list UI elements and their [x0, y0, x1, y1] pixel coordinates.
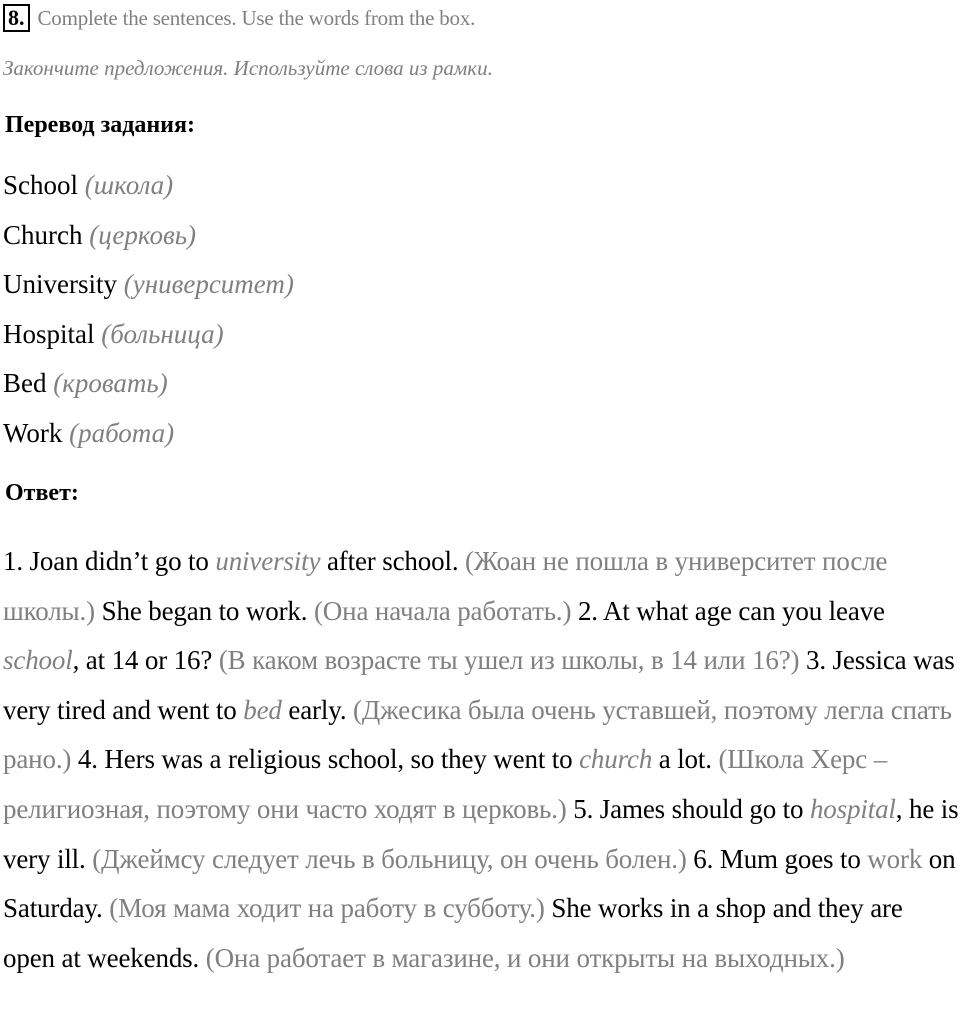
word-item: [3, 165, 294, 215]
word-translation: (университет): [123, 269, 294, 299]
answer-text: , he is very ill.: [3, 793, 959, 874]
word-translation: (работа): [69, 417, 175, 448]
task-instruction-translation: Закончите предложения. Используйте слова из рамки.: [3, 56, 493, 80]
word: Bed: [3, 368, 47, 398]
answer-text: on Saturday.: [3, 843, 956, 924]
word-item: [3, 363, 294, 413]
answer-translation: (В каком возрасте ты ушел из школы, в 14 или 16?): [218, 645, 800, 676]
answer-paragraph: [3, 537, 960, 983]
task-instruction: Complete the sentences. Use the words from the box.: [37, 5, 476, 30]
word: Work: [3, 417, 63, 448]
answer-text: 3. Jessica was very tired and went to: [3, 645, 955, 725]
answer-text: a lot.: [652, 744, 719, 775]
word-translation: (церковь): [89, 219, 196, 250]
answer-word: hospital: [809, 793, 896, 824]
answer-text: She works in a shop and they are open at weekends.: [3, 893, 903, 973]
answer-text: 4. Hers was a religious school, so they went to: [71, 744, 580, 775]
answer-text: after school.: [320, 546, 466, 576]
word: Hospital: [3, 318, 95, 349]
answer-text: 5. James should go to: [566, 793, 810, 824]
task-header: [3, 4, 475, 32]
answer-text: She began to work.: [95, 595, 314, 626]
answer-text: , at 14 or 16?: [72, 645, 219, 676]
answer-heading: Ответ:: [5, 480, 79, 506]
answer-text: early.: [281, 694, 354, 725]
word-translation: (больница): [101, 318, 224, 349]
word: School: [3, 170, 79, 200]
task-number: 8.: [3, 4, 30, 32]
answer-word: church: [579, 744, 653, 775]
answer-translation: (Она начала работать.): [313, 595, 572, 626]
answer-text: 1. Joan didn’t go to: [3, 546, 216, 576]
word-list: [3, 165, 294, 462]
answer-translation: (Джеймсу следует лечь в больницу, он очень болен.): [92, 843, 687, 874]
word-item: [3, 264, 294, 314]
answer-word: school: [3, 645, 73, 676]
word-translation: (кровать): [53, 368, 168, 398]
word: University: [3, 269, 117, 299]
answer-translation: (Школа Херс – религиозная, поэтому они часто ходят в церковь.): [3, 744, 888, 824]
answer-translation: (Она работает в магазине, и они открыты на выходных.): [205, 942, 845, 973]
answer-text: 2. At what age can you leave: [571, 595, 885, 626]
word-translation: (школа): [84, 170, 174, 200]
word-item: [3, 413, 294, 463]
answer-word: work: [867, 843, 923, 874]
answer-translation: (Джесика была очень уставшей, поэтому легла спать рано.): [3, 694, 952, 775]
answer-text: 6. Mum goes to: [686, 843, 868, 874]
word-item: [3, 314, 294, 364]
answer-word: university: [215, 546, 321, 576]
answer-translation: (Жоан не пошла в университет после школы.): [3, 546, 888, 626]
answer-translation: (Моя мама ходит на работу в субботу.): [109, 893, 545, 924]
word-item: [3, 215, 294, 265]
answer-word: bed: [243, 694, 282, 725]
word: Church: [3, 219, 83, 250]
translation-heading: Перевод задания:: [5, 112, 195, 138]
